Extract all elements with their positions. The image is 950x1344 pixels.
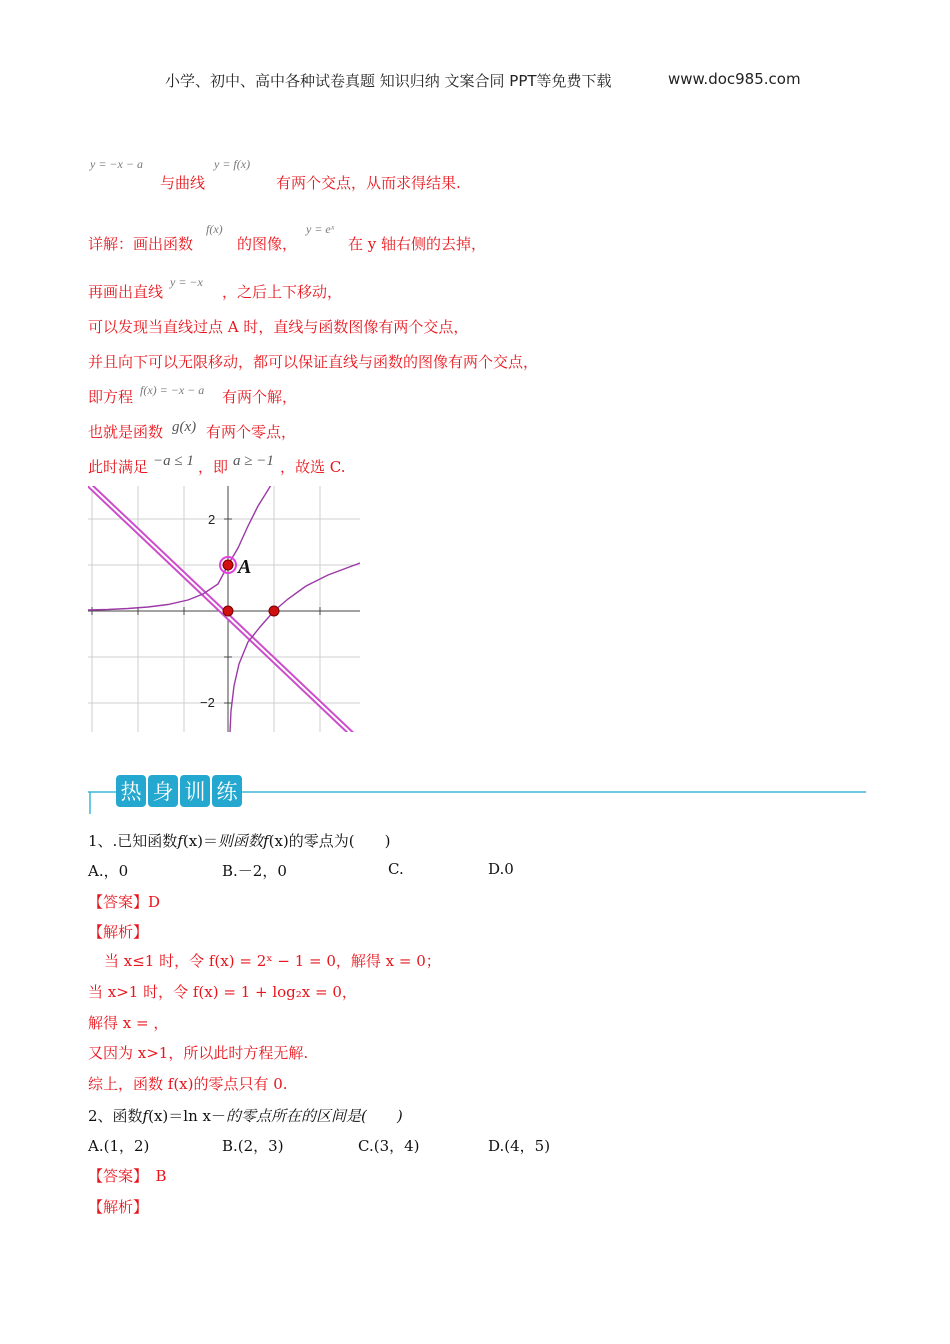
y-tick-label: 2 bbox=[208, 512, 216, 527]
point-label: A bbox=[238, 556, 252, 578]
section-title-char: 训 bbox=[184, 780, 206, 804]
intro-text: 也就是函数 bbox=[88, 423, 164, 441]
function-graph bbox=[88, 486, 360, 732]
option-b: B.(2，3) bbox=[222, 1137, 284, 1155]
option-d: D.(4，5) bbox=[488, 1137, 551, 1155]
option-c: C. bbox=[388, 860, 404, 878]
intro-text: 的图像， bbox=[237, 235, 298, 253]
option-d: D.0 bbox=[488, 860, 514, 878]
solution-line: 解得 x = ， bbox=[88, 1014, 169, 1032]
answer: 【答案】D bbox=[88, 893, 161, 911]
solution-line: 综上，函数 f(x)的零点只有 0. bbox=[88, 1075, 288, 1093]
intro-text: 在 y 轴右侧的去掉， bbox=[348, 235, 487, 253]
intro-text: 有两个零点， bbox=[206, 423, 297, 441]
exp-curve bbox=[88, 486, 274, 610]
option-a: A.(1，2) bbox=[88, 1137, 150, 1155]
intro-text: 此时满足 bbox=[88, 458, 149, 476]
section-title-char: 身 bbox=[152, 780, 174, 804]
section-banner bbox=[88, 768, 868, 816]
intro-text: 即方程 bbox=[88, 388, 134, 406]
math-line: y = −x bbox=[170, 275, 203, 289]
intro-text: 详解：画出函数 bbox=[88, 235, 194, 253]
intro-text: 再画出直线 bbox=[88, 283, 164, 301]
solution-line: 当 x>1 时，令 f(x) = 1 + log₂x = 0， bbox=[88, 983, 357, 1001]
question-1-stem: 1、.已知函数f(x)＝则函数f(x)的零点为( ) bbox=[88, 832, 391, 850]
math-curve-eq: y = f(x) bbox=[214, 157, 251, 171]
intro-text: 可以发现当直线过点 A 时，直线与函数图像有两个交点， bbox=[88, 318, 469, 336]
intro-text: ，之后上下移动， bbox=[222, 283, 343, 301]
section-title-char: 练 bbox=[216, 780, 238, 804]
intro-text: 有两个交点，从而求得结果. bbox=[276, 174, 461, 192]
math-line-eq: y = −x − a bbox=[90, 157, 143, 171]
option-a: A.，0 bbox=[88, 862, 129, 880]
log-curve bbox=[230, 563, 360, 732]
point-a bbox=[223, 560, 233, 570]
question-2-stem: 2、函数f(x)＝ln x－的零点所在的区间是( ) bbox=[88, 1107, 403, 1125]
solution-line: 又因为 x>1，所以此时方程无解. bbox=[88, 1044, 309, 1062]
intro-text: ，即 bbox=[198, 458, 229, 476]
math-ineq: a ≥ −1 bbox=[233, 453, 274, 469]
intro-text: ，故选 C. bbox=[280, 458, 346, 476]
answer: 【答案】 B bbox=[88, 1167, 167, 1185]
analysis-label: 【解析】 bbox=[88, 923, 149, 941]
math-fx: f(x) bbox=[206, 222, 223, 236]
analysis-label: 【解析】 bbox=[88, 1198, 149, 1216]
option-c: C.(3，4) bbox=[358, 1137, 420, 1155]
solution-line: 当 x≤1 时，令 f(x) = 2ˣ − 1 = 0，解得 x = 0； bbox=[104, 952, 441, 970]
option-b: B.－2，0 bbox=[222, 862, 287, 880]
header-url[interactable]: www.doc985.com bbox=[668, 70, 801, 88]
math-gx: g(x) bbox=[172, 419, 197, 435]
intro-text: 并且向下可以无限移动，都可以保证直线与函数的图像有两个交点， bbox=[88, 353, 539, 371]
intro-text: 与曲线 bbox=[160, 174, 206, 192]
header-text: 小学、初中、高中各种试卷真题 知识归纳 文案合同 PPT等免费下载 bbox=[165, 72, 612, 90]
math-ineq: −a ≤ 1 bbox=[153, 453, 194, 469]
intro-text: 有两个解， bbox=[222, 388, 298, 406]
point-zero bbox=[269, 606, 279, 616]
section-title bbox=[116, 775, 242, 807]
section-title-char: 热 bbox=[120, 780, 142, 804]
point-origin bbox=[223, 606, 233, 616]
math-exp: y = eˣ bbox=[306, 222, 335, 236]
y-tick-label: −2 bbox=[200, 695, 215, 710]
math-equation: f(x) = −x − a bbox=[140, 383, 205, 397]
